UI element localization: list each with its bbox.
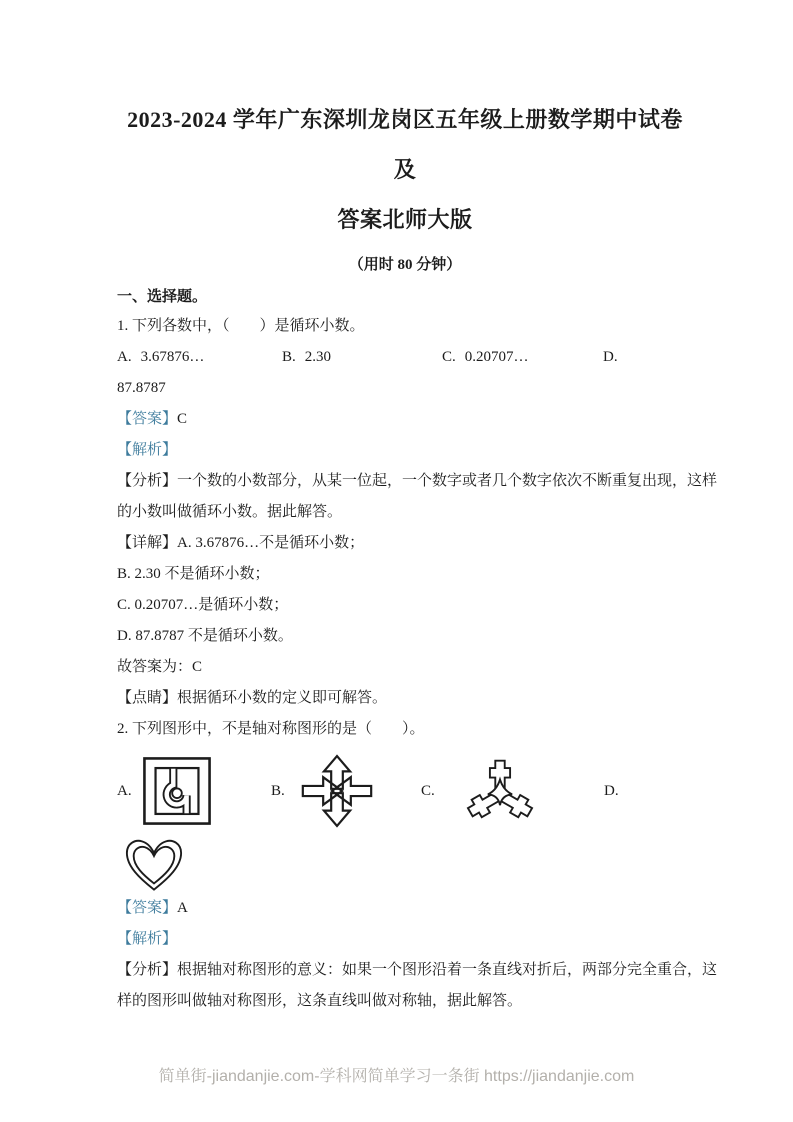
question1-options-row	[117, 342, 693, 373]
option-value: 3.67876…	[140, 349, 205, 365]
option-value: 0.20707…	[464, 349, 529, 365]
answer-value: C	[177, 411, 188, 427]
option-value: 2.30	[304, 349, 332, 365]
option-label: D.	[604, 782, 619, 799]
page-title	[117, 95, 693, 245]
question1-answer-line	[117, 404, 693, 435]
question2-analysis-label-line	[117, 924, 693, 955]
section-heading-choice-questions: 一、选择题。	[117, 289, 208, 305]
option-label: A.	[117, 349, 132, 365]
question2-option-a	[117, 754, 271, 828]
three-fold-crosses-figure	[465, 756, 535, 826]
question2-option-d	[604, 783, 693, 800]
analysis-label: 【解析】	[117, 442, 178, 458]
option-label: C.	[421, 782, 435, 799]
question1-option-b	[282, 342, 442, 373]
question2-analysis-line-1: 【分析】根据轴对称图形的意义：如果一个图形沿着一条直线对折后，两部分完全重合，这	[117, 962, 718, 978]
question1-detail-c: C. 0.20707…是循环小数；	[117, 597, 289, 613]
option-label: B.	[282, 349, 296, 365]
analysis-label: 【解析】	[117, 931, 178, 947]
option-label: A.	[117, 782, 132, 799]
option-label: B.	[271, 782, 285, 799]
question2-option-c	[421, 756, 604, 826]
question1-option-a	[117, 342, 282, 373]
exam-duration: （用时 80 分钟）	[348, 257, 462, 273]
site-watermark-footer: 简单街-jiandanjie.com-学科网简单学习一条街 https://jiandanjie.com	[158, 1068, 635, 1085]
question1-analysis-line-2: 的小数叫做循环小数。据此解答。	[117, 504, 343, 520]
question2-option-d-figure-row	[117, 836, 693, 892]
question1-conclusion: 故答案为：C	[117, 659, 203, 675]
four-arrows-cross-figure	[297, 749, 377, 833]
double-outline-heart-figure	[122, 836, 186, 894]
question2-option-b	[271, 749, 421, 833]
question1-option-d	[603, 342, 693, 373]
answer-value: A	[177, 900, 188, 916]
question1-stem: 1. 下列各数中，（ ）是循环小数。	[117, 318, 365, 334]
question1-detail-b: B. 2.30 不是循环小数；	[117, 566, 270, 582]
question1-note: 【点睛】根据循环小数的定义即可解答。	[117, 690, 388, 706]
question1-option-d-value: 87.8787	[117, 380, 166, 396]
square-spiral-figure	[140, 754, 214, 828]
page-content	[0, 95, 793, 1017]
question2-analysis-line-2: 样的图形叫做轴对称图形，这条直线叫做对称轴，据此解答。	[117, 993, 523, 1009]
question1-option-c	[442, 342, 603, 373]
title-line-2: 答案北师大版	[337, 207, 473, 232]
question1-detail-d: D. 87.8787 不是循环小数。	[117, 628, 293, 644]
answer-label: 【答案】	[117, 900, 178, 916]
question1-analysis-label-line	[117, 435, 693, 466]
option-label: D.	[603, 349, 618, 365]
question2-options-row	[117, 748, 693, 834]
question2-answer-line	[117, 893, 693, 924]
option-label: C.	[442, 349, 456, 365]
question2-stem: 2. 下列图形中，不是轴对称图形的是（ ）。	[117, 721, 425, 737]
question1-detail-a: 【详解】A. 3.67876…不是循环小数；	[117, 535, 365, 551]
question1-analysis-line-1: 【分析】一个数的小数部分，从某一位起，一个数字或者几个数字依次不断重复出现，这样	[117, 473, 718, 489]
answer-label: 【答案】	[117, 411, 178, 427]
title-line-1: 2023-2024 学年广东深圳龙岗区五年级上册数学期中试卷及	[127, 107, 683, 182]
